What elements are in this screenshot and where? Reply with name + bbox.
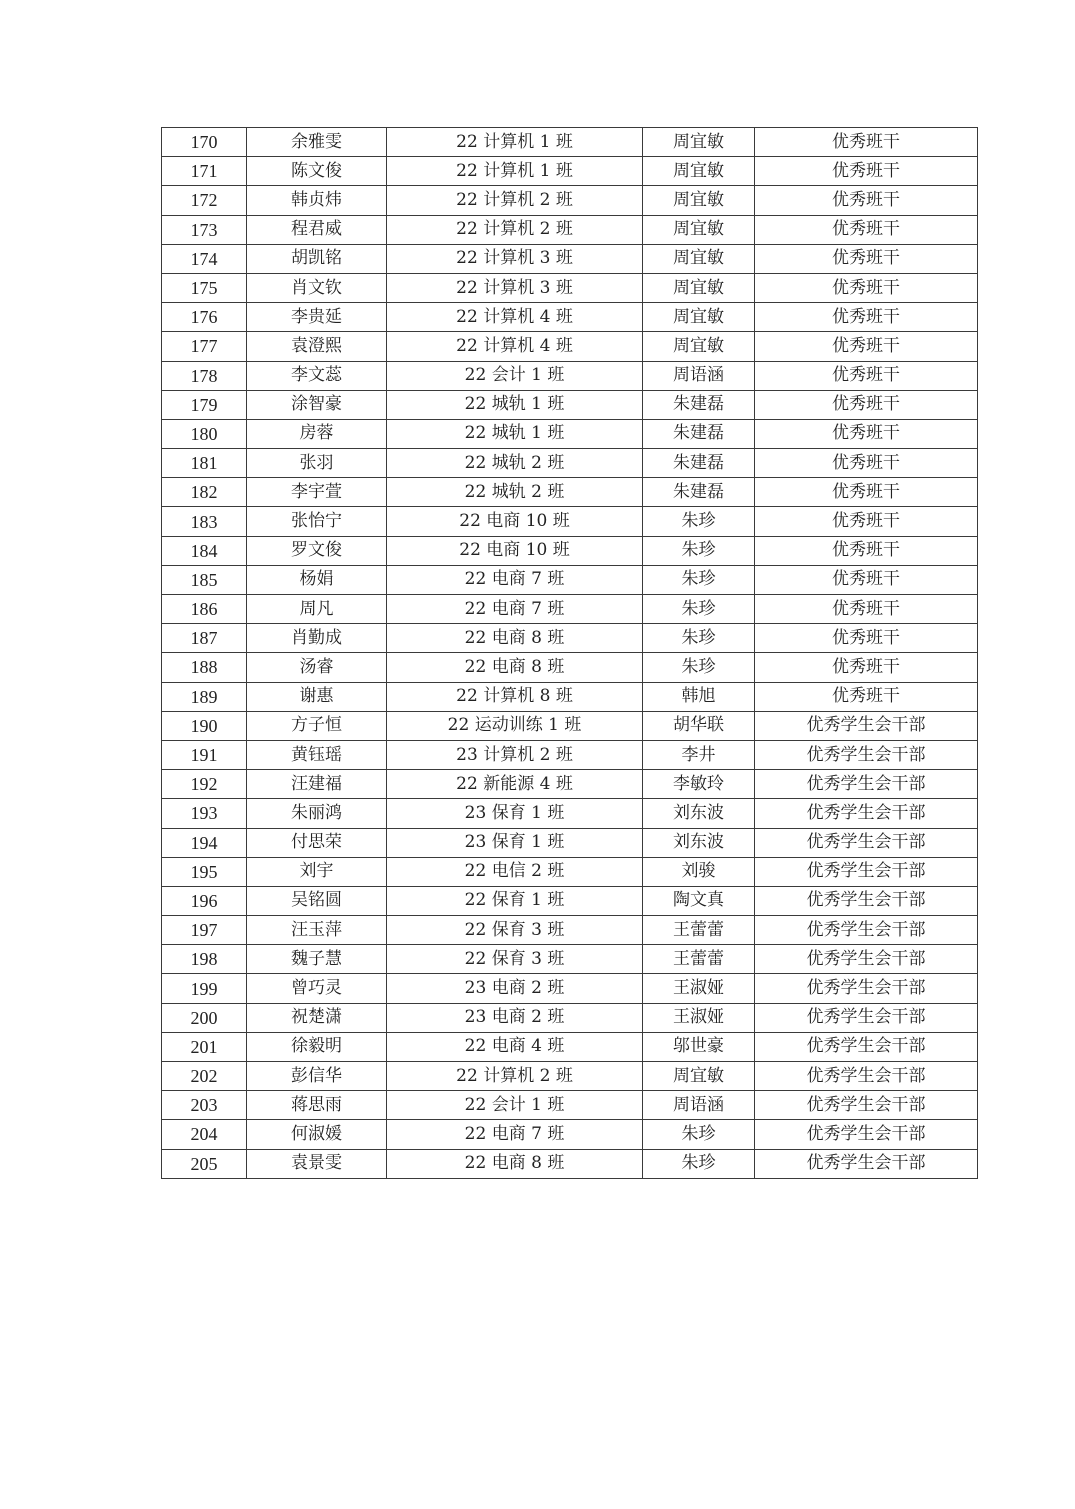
class-name: 22 电商 7 班 <box>387 1120 643 1149</box>
student-name: 谢惠 <box>247 682 387 711</box>
award-title: 优秀班干 <box>755 507 978 536</box>
student-name: 张羽 <box>247 449 387 478</box>
award-title: 优秀学生会干部 <box>755 828 978 857</box>
student-name: 彭信华 <box>247 1062 387 1091</box>
instructor-name: 刘东波 <box>643 828 755 857</box>
row-number: 192 <box>162 770 247 799</box>
class-name: 23 计算机 2 班 <box>387 740 643 769</box>
table-row <box>162 1062 978 1091</box>
table-row <box>162 770 978 799</box>
instructor-name: 周宜敏 <box>643 186 755 215</box>
award-title: 优秀班干 <box>755 303 978 332</box>
row-number: 194 <box>162 828 247 857</box>
table-body <box>162 128 978 1179</box>
class-name: 22 会计 1 班 <box>387 361 643 390</box>
student-name: 汤睿 <box>247 653 387 682</box>
award-title: 优秀班干 <box>755 157 978 186</box>
class-name: 22 电商 8 班 <box>387 624 643 653</box>
row-number: 171 <box>162 157 247 186</box>
row-number: 188 <box>162 653 247 682</box>
table-row <box>162 828 978 857</box>
row-number: 202 <box>162 1062 247 1091</box>
table-row <box>162 215 978 244</box>
table-row <box>162 974 978 1003</box>
student-name: 袁景雯 <box>247 1149 387 1178</box>
class-name: 22 计算机 3 班 <box>387 244 643 273</box>
student-name: 陈文俊 <box>247 157 387 186</box>
row-number: 176 <box>162 303 247 332</box>
instructor-name: 周宜敏 <box>643 1062 755 1091</box>
award-title: 优秀班干 <box>755 478 978 507</box>
instructor-name: 周宜敏 <box>643 157 755 186</box>
class-name: 22 电商 4 班 <box>387 1032 643 1061</box>
table-row <box>162 682 978 711</box>
student-name: 李贵延 <box>247 303 387 332</box>
award-list-table <box>161 127 978 1179</box>
instructor-name: 胡华联 <box>643 711 755 740</box>
instructor-name: 刘骏 <box>643 857 755 886</box>
row-number: 200 <box>162 1003 247 1032</box>
student-name: 肖文钦 <box>247 273 387 302</box>
class-name: 23 电商 2 班 <box>387 974 643 1003</box>
award-title: 优秀学生会干部 <box>755 1149 978 1178</box>
student-name: 肖勤成 <box>247 624 387 653</box>
table-row <box>162 624 978 653</box>
instructor-name: 朱珍 <box>643 536 755 565</box>
row-number: 204 <box>162 1120 247 1149</box>
award-title: 优秀学生会干部 <box>755 1032 978 1061</box>
class-name: 22 运动训练 1 班 <box>387 711 643 740</box>
row-number: 191 <box>162 740 247 769</box>
student-name: 房蓉 <box>247 419 387 448</box>
row-number: 180 <box>162 419 247 448</box>
student-name: 韩贞炜 <box>247 186 387 215</box>
student-name: 李文蕊 <box>247 361 387 390</box>
instructor-name: 周宜敏 <box>643 244 755 273</box>
instructor-name: 朱珍 <box>643 653 755 682</box>
class-name: 22 计算机 8 班 <box>387 682 643 711</box>
table-row <box>162 390 978 419</box>
class-name: 23 保育 1 班 <box>387 828 643 857</box>
class-name: 22 电商 10 班 <box>387 507 643 536</box>
class-name: 22 城轨 2 班 <box>387 478 643 507</box>
table-row <box>162 945 978 974</box>
table-row <box>162 1032 978 1061</box>
student-name: 曾巧灵 <box>247 974 387 1003</box>
student-name: 蒋思雨 <box>247 1091 387 1120</box>
instructor-name: 朱珍 <box>643 565 755 594</box>
class-name: 22 城轨 1 班 <box>387 419 643 448</box>
student-name: 徐毅明 <box>247 1032 387 1061</box>
instructor-name: 李敏玲 <box>643 770 755 799</box>
table-row <box>162 1120 978 1149</box>
student-name: 胡凯铭 <box>247 244 387 273</box>
class-name: 22 城轨 2 班 <box>387 449 643 478</box>
row-number: 182 <box>162 478 247 507</box>
class-name: 22 会计 1 班 <box>387 1091 643 1120</box>
student-name: 汪建福 <box>247 770 387 799</box>
class-name: 22 电商 8 班 <box>387 653 643 682</box>
row-number: 203 <box>162 1091 247 1120</box>
row-number: 196 <box>162 886 247 915</box>
instructor-name: 周语涵 <box>643 361 755 390</box>
row-number: 199 <box>162 974 247 1003</box>
row-number: 181 <box>162 449 247 478</box>
row-number: 187 <box>162 624 247 653</box>
row-number: 195 <box>162 857 247 886</box>
student-name: 黄钰瑶 <box>247 740 387 769</box>
class-name: 22 计算机 3 班 <box>387 273 643 302</box>
row-number: 185 <box>162 565 247 594</box>
class-name: 22 电商 8 班 <box>387 1149 643 1178</box>
row-number: 189 <box>162 682 247 711</box>
row-number: 179 <box>162 390 247 419</box>
student-name: 付思荣 <box>247 828 387 857</box>
instructor-name: 李井 <box>643 740 755 769</box>
table-row <box>162 449 978 478</box>
row-number: 170 <box>162 128 247 157</box>
instructor-name: 陶文真 <box>643 886 755 915</box>
award-title: 优秀班干 <box>755 653 978 682</box>
instructor-name: 朱建磊 <box>643 478 755 507</box>
award-title: 优秀学生会干部 <box>755 945 978 974</box>
row-number: 183 <box>162 507 247 536</box>
table-row <box>162 1091 978 1120</box>
instructor-name: 王淑娅 <box>643 974 755 1003</box>
table-row <box>162 273 978 302</box>
award-title: 优秀班干 <box>755 624 978 653</box>
student-name: 汪玉萍 <box>247 916 387 945</box>
instructor-name: 朱珍 <box>643 1120 755 1149</box>
instructor-name: 周宜敏 <box>643 273 755 302</box>
instructor-name: 周宜敏 <box>643 332 755 361</box>
table-row <box>162 595 978 624</box>
award-title: 优秀学生会干部 <box>755 799 978 828</box>
table-row <box>162 361 978 390</box>
student-name: 涂智豪 <box>247 390 387 419</box>
instructor-name: 刘东波 <box>643 799 755 828</box>
instructor-name: 王蕾蕾 <box>643 916 755 945</box>
table-row <box>162 507 978 536</box>
student-name: 吴铭圆 <box>247 886 387 915</box>
award-title: 优秀学生会干部 <box>755 857 978 886</box>
row-number: 193 <box>162 799 247 828</box>
table-row <box>162 740 978 769</box>
student-name: 何淑媛 <box>247 1120 387 1149</box>
class-name: 22 电商 7 班 <box>387 595 643 624</box>
student-name: 杨娟 <box>247 565 387 594</box>
row-number: 177 <box>162 332 247 361</box>
student-name: 刘宇 <box>247 857 387 886</box>
award-title: 优秀学生会干部 <box>755 1120 978 1149</box>
row-number: 197 <box>162 916 247 945</box>
student-name: 祝楚潇 <box>247 1003 387 1032</box>
award-title: 优秀班干 <box>755 419 978 448</box>
class-name: 22 计算机 4 班 <box>387 332 643 361</box>
award-title: 优秀班干 <box>755 128 978 157</box>
award-title: 优秀班干 <box>755 273 978 302</box>
student-name: 魏子慧 <box>247 945 387 974</box>
student-name: 袁澄熙 <box>247 332 387 361</box>
class-name: 23 保育 1 班 <box>387 799 643 828</box>
award-title: 优秀学生会干部 <box>755 1062 978 1091</box>
instructor-name: 朱珍 <box>643 1149 755 1178</box>
table-row <box>162 653 978 682</box>
award-title: 优秀班干 <box>755 449 978 478</box>
student-name: 朱丽鸿 <box>247 799 387 828</box>
award-title: 优秀班干 <box>755 536 978 565</box>
row-number: 173 <box>162 215 247 244</box>
table-row <box>162 332 978 361</box>
class-name: 22 保育 1 班 <box>387 886 643 915</box>
instructor-name: 朱建磊 <box>643 390 755 419</box>
class-name: 22 计算机 1 班 <box>387 157 643 186</box>
table-row <box>162 565 978 594</box>
award-title: 优秀班干 <box>755 682 978 711</box>
class-name: 22 计算机 2 班 <box>387 1062 643 1091</box>
class-name: 22 电商 7 班 <box>387 565 643 594</box>
table-row <box>162 799 978 828</box>
table-row <box>162 419 978 448</box>
instructor-name: 周宜敏 <box>643 303 755 332</box>
student-name: 程君威 <box>247 215 387 244</box>
award-title: 优秀学生会干部 <box>755 886 978 915</box>
class-name: 22 电信 2 班 <box>387 857 643 886</box>
row-number: 190 <box>162 711 247 740</box>
award-title: 优秀班干 <box>755 332 978 361</box>
award-title: 优秀学生会干部 <box>755 974 978 1003</box>
table-row <box>162 478 978 507</box>
class-name: 22 电商 10 班 <box>387 536 643 565</box>
table-row <box>162 244 978 273</box>
table-row <box>162 857 978 886</box>
row-number: 174 <box>162 244 247 273</box>
class-name: 22 计算机 2 班 <box>387 215 643 244</box>
instructor-name: 朱珍 <box>643 595 755 624</box>
student-name: 张怡宁 <box>247 507 387 536</box>
table-row <box>162 886 978 915</box>
instructor-name: 周宜敏 <box>643 215 755 244</box>
instructor-name: 韩旭 <box>643 682 755 711</box>
instructor-name: 周宜敏 <box>643 128 755 157</box>
class-name: 22 新能源 4 班 <box>387 770 643 799</box>
student-name: 周凡 <box>247 595 387 624</box>
class-name: 22 计算机 4 班 <box>387 303 643 332</box>
table-row <box>162 303 978 332</box>
student-name: 余雅雯 <box>247 128 387 157</box>
award-title: 优秀班干 <box>755 361 978 390</box>
instructor-name: 朱建磊 <box>643 449 755 478</box>
award-title: 优秀班干 <box>755 565 978 594</box>
table-row <box>162 916 978 945</box>
class-name: 22 城轨 1 班 <box>387 390 643 419</box>
instructor-name: 王蕾蕾 <box>643 945 755 974</box>
instructor-name: 朱珍 <box>643 507 755 536</box>
class-name: 23 电商 2 班 <box>387 1003 643 1032</box>
instructor-name: 朱珍 <box>643 624 755 653</box>
row-number: 175 <box>162 273 247 302</box>
award-title: 优秀班干 <box>755 215 978 244</box>
table-row <box>162 186 978 215</box>
instructor-name: 王淑娅 <box>643 1003 755 1032</box>
award-title: 优秀班干 <box>755 244 978 273</box>
award-title: 优秀班干 <box>755 186 978 215</box>
table-row <box>162 711 978 740</box>
row-number: 201 <box>162 1032 247 1061</box>
table-row <box>162 157 978 186</box>
row-number: 198 <box>162 945 247 974</box>
award-title: 优秀学生会干部 <box>755 1003 978 1032</box>
instructor-name: 周语涵 <box>643 1091 755 1120</box>
row-number: 172 <box>162 186 247 215</box>
row-number: 205 <box>162 1149 247 1178</box>
instructor-name: 朱建磊 <box>643 419 755 448</box>
row-number: 186 <box>162 595 247 624</box>
instructor-name: 邬世豪 <box>643 1032 755 1061</box>
award-title: 优秀班干 <box>755 595 978 624</box>
row-number: 184 <box>162 536 247 565</box>
class-name: 22 保育 3 班 <box>387 916 643 945</box>
table-row <box>162 128 978 157</box>
student-name: 罗文俊 <box>247 536 387 565</box>
row-number: 178 <box>162 361 247 390</box>
class-name: 22 保育 3 班 <box>387 945 643 974</box>
class-name: 22 计算机 2 班 <box>387 186 643 215</box>
award-title: 优秀学生会干部 <box>755 1091 978 1120</box>
award-title: 优秀学生会干部 <box>755 770 978 799</box>
class-name: 22 计算机 1 班 <box>387 128 643 157</box>
table-row <box>162 536 978 565</box>
student-name: 方子恒 <box>247 711 387 740</box>
award-title: 优秀学生会干部 <box>755 916 978 945</box>
award-title: 优秀班干 <box>755 390 978 419</box>
student-name: 李宇萱 <box>247 478 387 507</box>
table-row <box>162 1003 978 1032</box>
award-title: 优秀学生会干部 <box>755 711 978 740</box>
table-row <box>162 1149 978 1178</box>
award-title: 优秀学生会干部 <box>755 740 978 769</box>
